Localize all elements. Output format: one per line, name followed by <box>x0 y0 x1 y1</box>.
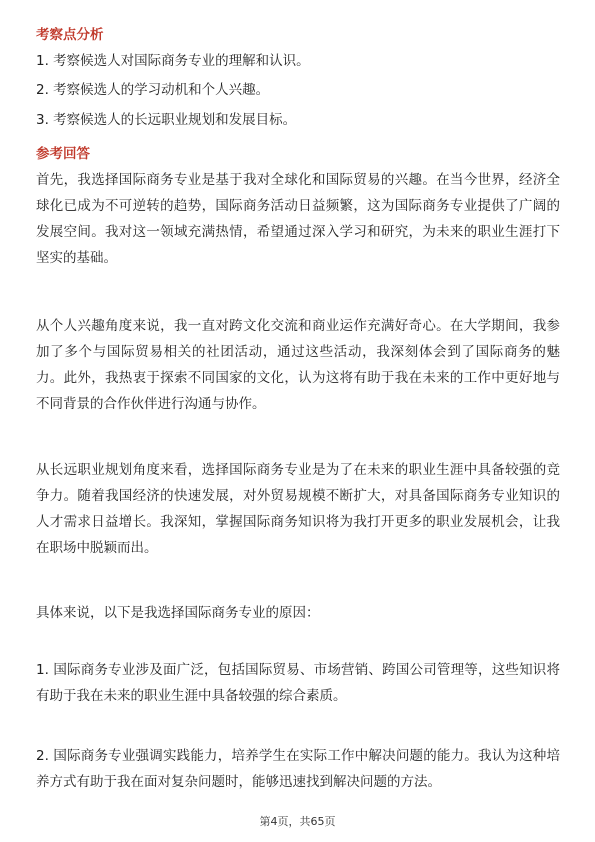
analysis-item-1: 1. 考察候选人对国际商务专业的理解和认识。 <box>36 53 310 69</box>
answer-reason-2: 2. 国际商务专业强调实践能力，培养学生在实际工作中解决问题的能力。我认为这种培养方式有助于我在面对复杂问题时，能够迅速找到解决问题的方法。 <box>36 748 560 790</box>
page-number: 第4页，共65页 <box>259 815 336 828</box>
answer-paragraph-3: 从长远职业规划角度来看，选择国际商务专业是为了在未来的职业生涯中具备较强的竞争力。随着我国经济的快速发展，对外贸易规模不断扩大，对具备国际商务专业知识的人才需求日益增长。我深知，掌握国际商务知识将为我打开更多的职业发展机会，让我在职场中脱颖而出。 <box>36 462 560 556</box>
answer-paragraph-1: 首先，我选择国际商务专业是基于我对全球化和国际贸易的兴趣。在当今世界，经济全球化已成为不可逆转的趋势，国际商务活动日益频繁，这为国际商务专业提供了广阔的发展空间。我对这一领域充满热情，希望通过深入学习和研究，为未来的职业生涯打下坚实的基础。 <box>36 172 560 266</box>
analysis-item-3: 3. 考察候选人的长远职业规划和发展目标。 <box>36 112 297 128</box>
answer-reason-1: 1. 国际商务专业涉及面广泛，包括国际贸易、市场营销、跨国公司管理等，这些知识将有助于我在未来的职业生涯中具备较强的综合素质。 <box>36 662 560 704</box>
analysis-item-2: 2. 考察候选人的学习动机和个人兴趣。 <box>36 82 270 98</box>
analysis-heading: 考察点分析 <box>36 27 104 43</box>
answer-heading: 参考回答 <box>36 146 90 162</box>
answer-paragraph-4: 具体来说，以下是我选择国际商务专业的原因： <box>36 605 320 621</box>
answer-paragraph-2: 从个人兴趣角度来说，我一直对跨文化交流和商业运作充满好奇心。在大学期间，我参加了多个与国际贸易相关的社团活动，通过这些活动，我深刻体会到了国际商务的魅力。此外，我热衷于探索不同国家的文化，认为这将有助于我在未来的工作中更好地与不同背景的合作伙伴进行沟通与协作。 <box>36 318 560 412</box>
